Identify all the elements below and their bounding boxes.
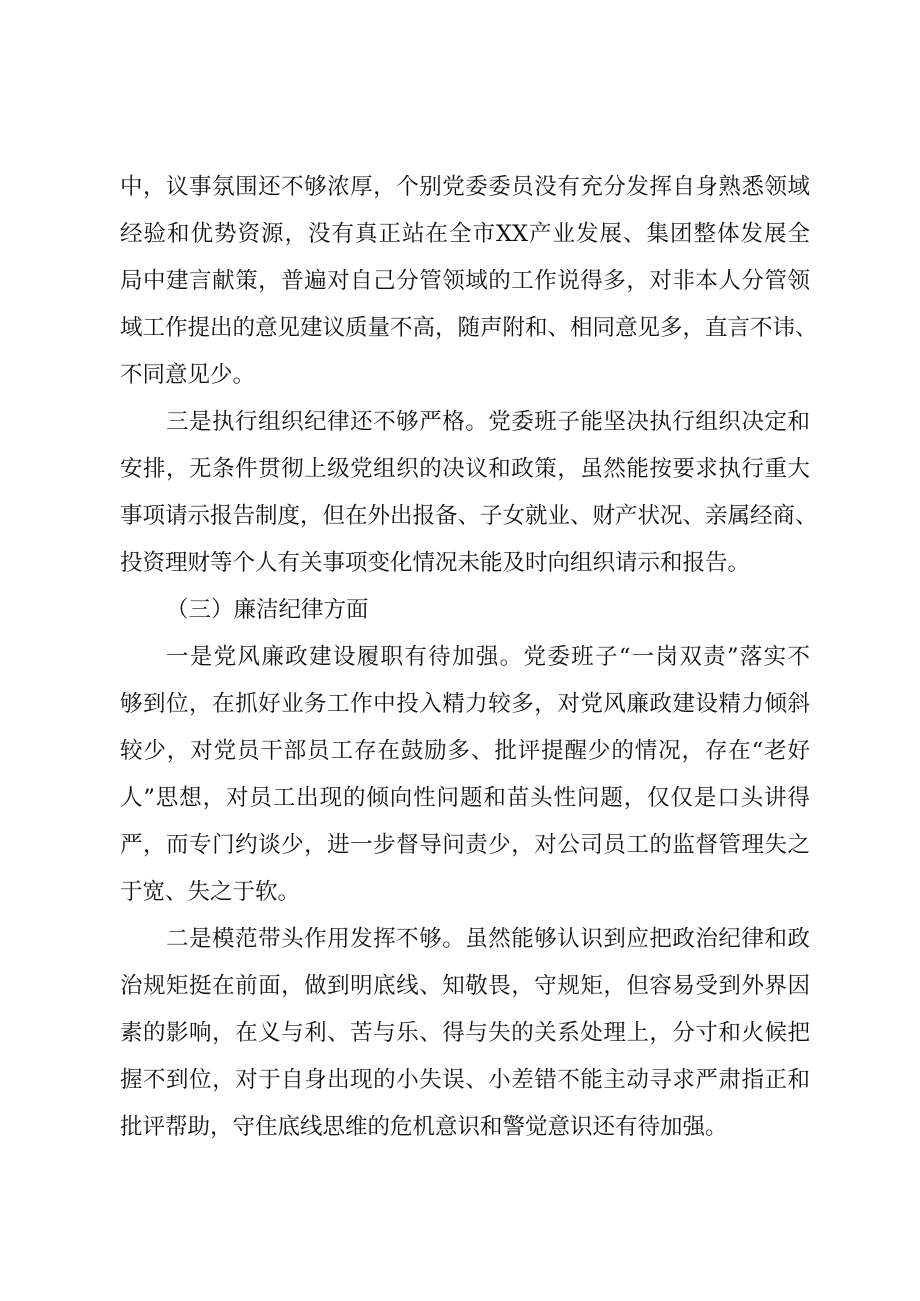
paragraph-1-line-4: 域工作提出的意见建议质量不高，随声附和、相同意见多，直言不讳、 [120, 315, 818, 341]
paragraph-3-line-5: 严，而专门约谈少，进一步督导问责少，对公司员工的监督管理失之 [120, 832, 810, 858]
paragraph-1-line-1: 中，议事氛围还不够浓厚，个别党委委员没有充分发挥自身熟悉领域 [120, 174, 810, 200]
paragraph-2-line-4: 投资理财等个人有关事项变化情况未能及时向组织请示和报告。 [120, 550, 751, 576]
paragraph-2-line-2: 安排，无条件贯彻上级党组织的决议和政策，虽然能按要求执行重大 [120, 456, 810, 482]
paragraph-3-line-4: 人”思想，对员工出现的倾向性问题和苗头性问题，仅仅是口头讲得 [120, 785, 810, 811]
section-heading: （三）廉洁纪律方面 [166, 597, 369, 623]
paragraph-1-line-3: 局中建言献策，普遍对自己分管领域的工作说得多，对非本人分管领 [120, 268, 810, 294]
paragraph-4-line-1: 二是模范带头作用发挥不够。虽然能够认识到应把政治纪律和政 [166, 926, 810, 952]
paragraph-4-line-5: 批评帮助，守住底线思维的危机意识和警觉意识还有待加强。 [120, 1114, 728, 1140]
paragraph-4-line-3: 素的影响，在义与利、苦与乐、得与失的关系处理上，分寸和火候把 [120, 1020, 810, 1046]
paragraph-3-line-2: 够到位，在抓好业务工作中投入精力较多，对党风廉政建设精力倾斜 [120, 691, 810, 717]
paragraph-4-line-2: 治规矩挺在前面，做到明底线、知敬畏，守规矩，但容易受到外界因 [120, 973, 810, 999]
paragraph-4-line-4: 握不到位，对于自身出现的小失误、小差错不能主动寻求严肃指正和 [120, 1067, 810, 1093]
paragraph-3-line-1: 一是党风廉政建设履职有待加强。党委班子“一岗双责”落实不 [166, 644, 810, 670]
paragraph-1-line-2: 经验和优势资源，没有真正站在全市XX产业发展、集团整体发展全 [120, 221, 810, 247]
paragraph-2-line-1: 三是执行组织纪律还不够严格。党委班子能坚决执行组织决定和 [166, 409, 810, 435]
paragraph-3-line-6: 于宽、失之于软。 [120, 879, 301, 905]
paragraph-2-line-3: 事项请示报告制度，但在外出报备、子女就业、财产状况、亲属经商、 [120, 503, 818, 529]
paragraph-3-line-3: 较少，对党员干部员工存在鼓励多、批评提醒少的情况，存在“老好 [120, 738, 810, 764]
paragraph-1-line-5: 不同意见少。 [120, 362, 256, 388]
